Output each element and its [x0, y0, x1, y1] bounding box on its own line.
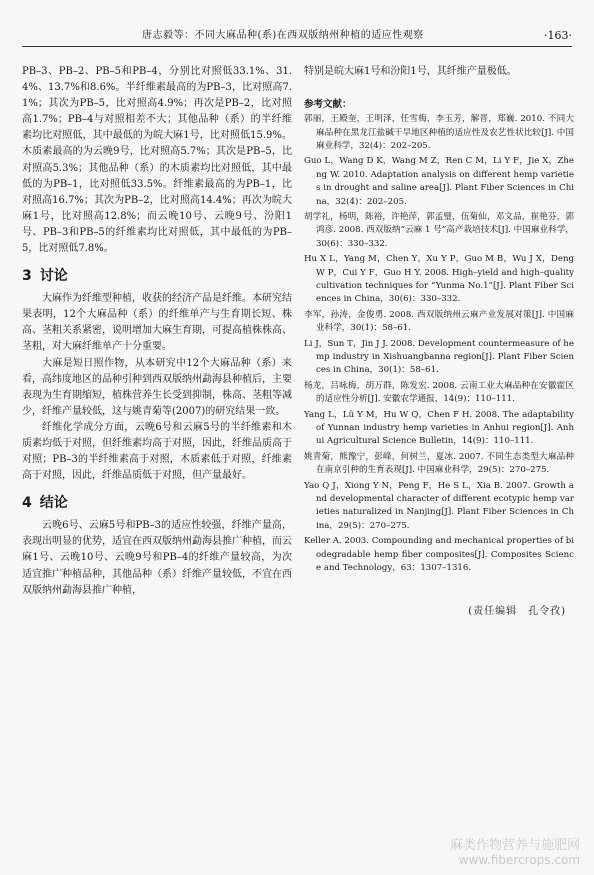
section-number: 4 — [22, 495, 32, 512]
reference-item: Hu X L，Yang M，Chen Y，Xu Y P，Guo M B，Wu J X，Deng W P，Cui Y F，Guo H Y. 2008. High–yield and high–quality cultivation techniques for “Yunma No.1”[J]. Plant Fiber Sciences in China，30(6)：330–332. — [304, 254, 574, 305]
running-header — [22, 26, 572, 47]
conclusion-continuation: 特别是皖大麻1号和汾阳1号，其纤维产量极低。 — [304, 66, 517, 77]
responsible-editor: (责任编辑 孔令孜) — [468, 605, 566, 617]
section-heading-discussion — [22, 265, 292, 287]
site-watermark — [430, 834, 580, 867]
section-title: 讨论 — [39, 268, 68, 285]
reference-list — [304, 113, 574, 575]
reference-item: 李军，孙涛，金俊勇. 2008. 西双版纳州云麻产业发展对策[J]. 中国麻业科学，30(1)：58–61. — [304, 309, 574, 334]
section-heading-conclusion — [22, 492, 292, 514]
references-heading: 参考文献： — [304, 99, 352, 111]
reference-item: 姚青菊，熊豫宁，彭峰，何树兰，夏冰. 2007. 不同生态类型大麻品种在南京引种的生育表现[J]. 中国麻业科学，29(5)：270–275. — [304, 451, 574, 476]
section-title: 结论 — [39, 495, 68, 512]
section-number: 3 — [22, 268, 32, 285]
right-column — [304, 64, 574, 617]
reference-item: Li J，Sun T，Jin J J. 2008. Development countermeasure of hemp industry in Xishuangbanna region[J]. Plant Fiber Sciences in China，30(1)：58–61. — [304, 338, 574, 376]
reference-item: Yao Q J，Xiong Y N，Peng F，He S L，Xia B. 2007. Growth and developmental character of different ecotypic hemp varieties naturalized in Nanjing[J]. Plant Fiber Sciences in China，29(5)：270–275. — [304, 480, 574, 531]
reference-item: 郭丽，王殿奎，王明泽，任雪梅，李玉芳，解晋，郑巍. 2010. 不同大麻品种在黑龙江盐碱干旱地区种植的适应性及农艺性状比较[J]. 中国麻业科学，32(4)：202–205. — [304, 114, 574, 151]
reference-item: Yang L，Lü Y M，Hu W Q，Chen F H. 2008. The adaptability of Yunnan industry hemp varieties in Anhui region[J]. Anhui Agricultural Science Bulletin，14(9)：110–111. — [304, 409, 574, 447]
watermark-site-name: 麻类作物营养与施肥网 — [449, 838, 580, 853]
conclusion-paragraph: 云晚6号、云麻5号和PB–3的适应性较强，纤维产量高，表现出明显的优势，适宜在西双版纳州勐海县推广种植，而云麻1号、云晚10号、云晚9号和PB–4的纤维产量较高，为次适宜推广种植品种，其他品种（系）纤维产量较低，不宜在西双版纳州勐海县推广种植， — [22, 520, 292, 596]
reference-item: Keller A. 2003. Compounding and mechanical properties of biodegradable hemp fiber composites[J]. Composites Science and Technology，63：1307–1316. — [304, 536, 574, 574]
results-paragraph: PB–3、PB–2、PB–5和PB–4，分别比对照低33.1%、31.4%、13.7%和8.6%。半纤维素最高的为PB–3，比对照高7.1%；其次为PB–5，比对照高4.9%；再次是PB–2，比对照高1.7%；PB–4与对照相差不大；其他品种（系）的半纤维素均比对照低，其中最低的为皖大麻1号，比对照低15.9%。木质素最高的为云晚9号，比对照高5.7%；其次是PB–5，比对照高5.3%；其他品种（系）的木质素均比对照低，其中最低的为PB–1，比对照低33.5%。纤维素最高的为PB–1，比对照高16.7%；其次为PB–2，比对照高14.4%；再次为皖大麻1号，比对照高12.8%；而云晚10号、云晚9号、汾阳1号、PB–3和PB–5的纤维素均比对照低，其中最低的为PB–5，比对照低7.8%。 — [22, 66, 292, 255]
discussion-paragraph-1: 大麻作为纤维型种植，收获的经济产品是纤维。本研究结果表明，12个大麻品种（系）的纤维单产与生育期长短、株高、茎粗关系紧密，说明增加大麻生育期，可提高植株株高、茎粗，对大麻纤维单产十分重要。 — [22, 293, 292, 353]
reference-item: Guo L，Wang D K，Wang M Z，Ren C M，Li Y F，Jie X，Zheng W. 2010. Adaptation analysis on different hemp varieties in drought and saline area[J]. Plant Fiber Sciences in China，32(4)：202–205. — [304, 156, 574, 207]
discussion-paragraph-3: 纤维化学成分方面，云晚6号和云麻5号的半纤维素和木质素均低于对照，但纤维素均高于对照，因此，纤维品质高于对照；PB–3的半纤维素高于对照，木质素低于对照，纤维素高于对照，因此，纤维品质低于对照，但产量最好。 — [22, 421, 292, 482]
running-title: 唐志毅等：不同大麻品种(系)在西双版纳州种植的适应性观察 — [142, 30, 424, 41]
watermark-url: www.fibercrops.com — [458, 853, 580, 867]
reference-item: 杨龙，吕咏梅，胡万群，陈发宏. 2008. 云南工业大麻品种在安徽霍区的适应性分析[J]. 安徽农学通报，14(9)：110–111. — [304, 380, 574, 405]
reference-item: 胡学礼，杨明，陈裕，许艳萍，郭孟璧，伍菊仙，邓文品，崔艳芬，郭鸿彦. 2008. 西双版纳“云麻 1 号”高产栽培技术[J]. 中国麻业科学，30(6)：330–332. — [304, 211, 574, 249]
page-number: ·163· — [544, 29, 572, 42]
discussion-paragraph-2: 大麻是短日照作物，从本研究中12个大麻品种（系）来看，高纬度地区的品种引种到西双版纳州勐海县种植后，主要表现为生育期缩短，植株营养生长受到抑制，株高、茎粗等减少，纤维产量较低，这与姚青菊等(2007)的研究结果一致。 — [22, 357, 292, 417]
left-column — [22, 64, 292, 599]
